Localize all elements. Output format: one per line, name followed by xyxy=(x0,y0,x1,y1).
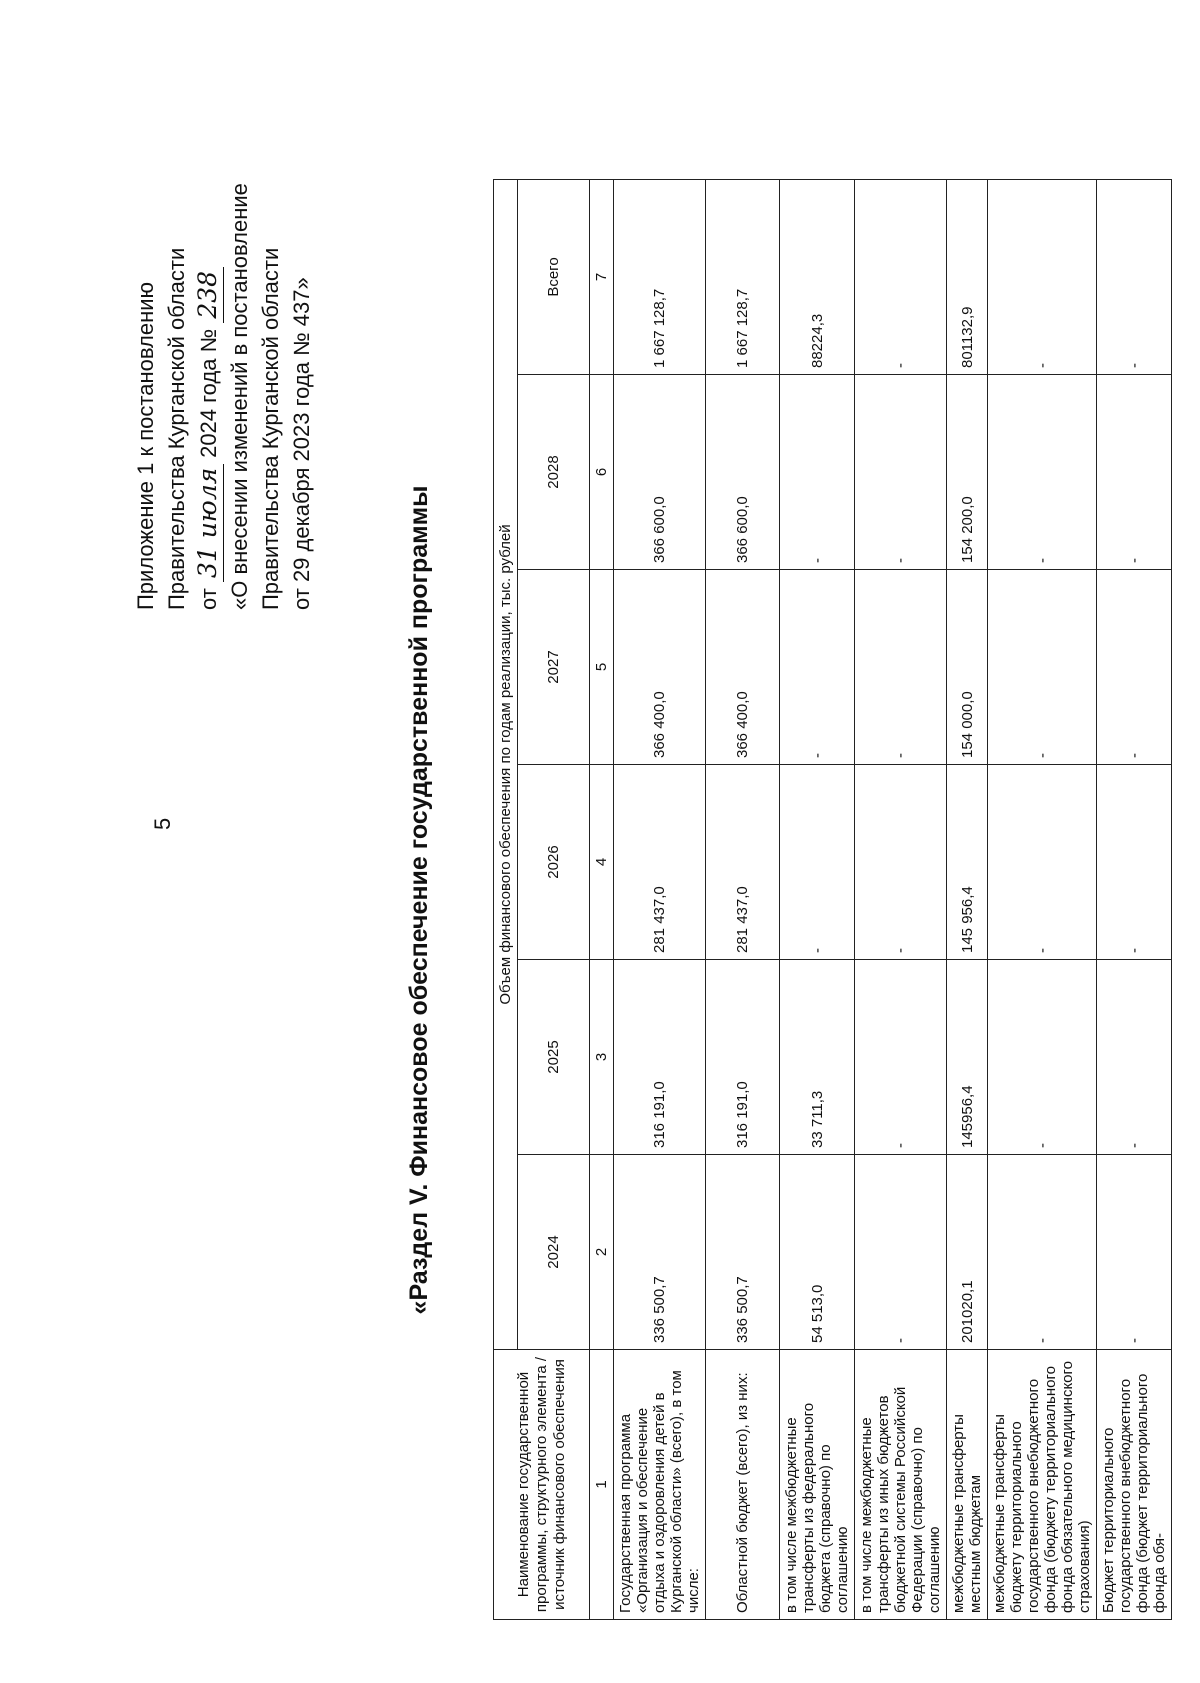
row-value: 281 437,0 xyxy=(706,765,780,960)
row-value: - xyxy=(1097,179,1172,374)
index-cell: 4 xyxy=(590,765,614,960)
table-row xyxy=(988,179,1097,1619)
row-value: - xyxy=(988,1155,1097,1350)
row-value: - xyxy=(855,375,947,570)
handwritten-number: 238 xyxy=(192,267,224,323)
row-value: 336 500,7 xyxy=(614,1155,706,1350)
row-name: Областной бюджет (всего), из них: xyxy=(706,1350,780,1620)
row-value: 801132,9 xyxy=(947,179,988,374)
year-header: 2025 xyxy=(518,960,590,1155)
row-name: в том числе межбюджетные трансферты из федерального бюджета (справочно) по соглашению xyxy=(780,1350,855,1620)
row-value: - xyxy=(1097,960,1172,1155)
index-cell: 5 xyxy=(590,570,614,765)
row-name: межбюджетные трансферты местным бюджетам xyxy=(947,1350,988,1620)
table-row xyxy=(947,179,988,1619)
row-value: 1 667 128,7 xyxy=(614,179,706,374)
row-value: - xyxy=(780,765,855,960)
year-header: 2027 xyxy=(518,570,590,765)
row-value: 33 711,3 xyxy=(780,960,855,1155)
row-value: - xyxy=(1097,1155,1172,1350)
year-header: 2028 xyxy=(518,375,590,570)
annex-line-6: от 29 декабря 2023 года № 437» xyxy=(289,277,314,610)
row-name: межбюджетные трансферты бюджету территориального государственного внебюджетного фонда (бюджету территориального фонда обязательного медицинского страхования) xyxy=(988,1350,1097,1620)
row-value: 145 956,4 xyxy=(947,765,988,960)
annex-block xyxy=(130,180,317,610)
index-cell: 3 xyxy=(590,960,614,1155)
row-value: - xyxy=(855,960,947,1155)
row-value: 316 191,0 xyxy=(706,960,780,1155)
row-value: 145956,4 xyxy=(947,960,988,1155)
row-value: 154 000,0 xyxy=(947,570,988,765)
row-value: - xyxy=(1097,570,1172,765)
table-row xyxy=(1097,179,1172,1619)
row-value: - xyxy=(988,179,1097,374)
index-cell: 1 xyxy=(590,1350,614,1620)
row-value: - xyxy=(855,570,947,765)
table-row xyxy=(706,179,780,1619)
row-value: 154 200,0 xyxy=(947,375,988,570)
row-name: Государственная программа «Организация и обеспечение отдыха и оздоровления детей в Курганской области» (всего), в том числе: xyxy=(614,1350,706,1620)
row-value: 281 437,0 xyxy=(614,765,706,960)
row-value: - xyxy=(1097,765,1172,960)
annex-line-5: Правительства Курганской области xyxy=(258,247,283,610)
page-number: 5 xyxy=(150,817,175,830)
header-volume-cell: Объем финансового обеспечения по годам реализации, тыс. рублей xyxy=(494,179,518,1349)
annex-line-2: Правительства Курганской области xyxy=(164,247,189,610)
row-value: 366 400,0 xyxy=(706,570,780,765)
header-row-1 xyxy=(494,179,518,1619)
annex-line-4: «О внесении изменений в постановление xyxy=(227,183,252,610)
index-cell: 7 xyxy=(590,179,614,374)
row-value: - xyxy=(988,375,1097,570)
table-row xyxy=(614,179,706,1619)
handwritten-date: 31 июля xyxy=(192,464,224,582)
row-value: 316 191,0 xyxy=(614,960,706,1155)
row-name: в том числе межбюджетные трансферты из иных бюджетов бюджетной системы Российской Федерации (справочно) по соглашению xyxy=(855,1350,947,1620)
annex-line-1: Приложение 1 к постановлению xyxy=(133,281,158,610)
row-value: 366 600,0 xyxy=(706,375,780,570)
section-title: «Раздел V. Финансовое обеспечение государственной программы xyxy=(405,485,433,1315)
row-value: - xyxy=(1097,375,1172,570)
row-value: 201020,1 xyxy=(947,1155,988,1350)
row-value: 54 513,0 xyxy=(780,1155,855,1350)
row-value: - xyxy=(855,179,947,374)
index-cell: 2 xyxy=(590,1155,614,1350)
annex-year-label: 2024 года № xyxy=(196,328,221,458)
table-row xyxy=(855,179,947,1619)
year-header: 2026 xyxy=(518,765,590,960)
year-header: 2024 xyxy=(518,1155,590,1350)
rotated-page-content xyxy=(60,180,1168,1620)
row-value: 1 667 128,7 xyxy=(706,179,780,374)
total-header: Всего xyxy=(518,179,590,374)
row-name: Бюджет территориального государственного внебюджетного фонда (бюджет территориального фонда обя- xyxy=(1097,1350,1172,1620)
row-value: - xyxy=(855,765,947,960)
row-value: - xyxy=(780,570,855,765)
row-value: - xyxy=(988,765,1097,960)
annex-from-label: от xyxy=(196,588,221,610)
row-value: - xyxy=(855,1155,947,1350)
row-value: 366 400,0 xyxy=(614,570,706,765)
header-name-cell: Наименование государственной программы, структурного элемента / источник финансового обеспечения xyxy=(494,1350,590,1620)
index-row xyxy=(590,179,614,1619)
row-value: - xyxy=(988,570,1097,765)
table-row xyxy=(780,179,855,1619)
row-value: 88224,3 xyxy=(780,179,855,374)
annex-line-3 xyxy=(192,180,224,610)
index-cell: 6 xyxy=(590,375,614,570)
row-value: 336 500,7 xyxy=(706,1155,780,1350)
row-value: 366 600,0 xyxy=(614,375,706,570)
row-value: - xyxy=(780,375,855,570)
financing-table xyxy=(493,179,1172,1620)
row-value: - xyxy=(988,960,1097,1155)
